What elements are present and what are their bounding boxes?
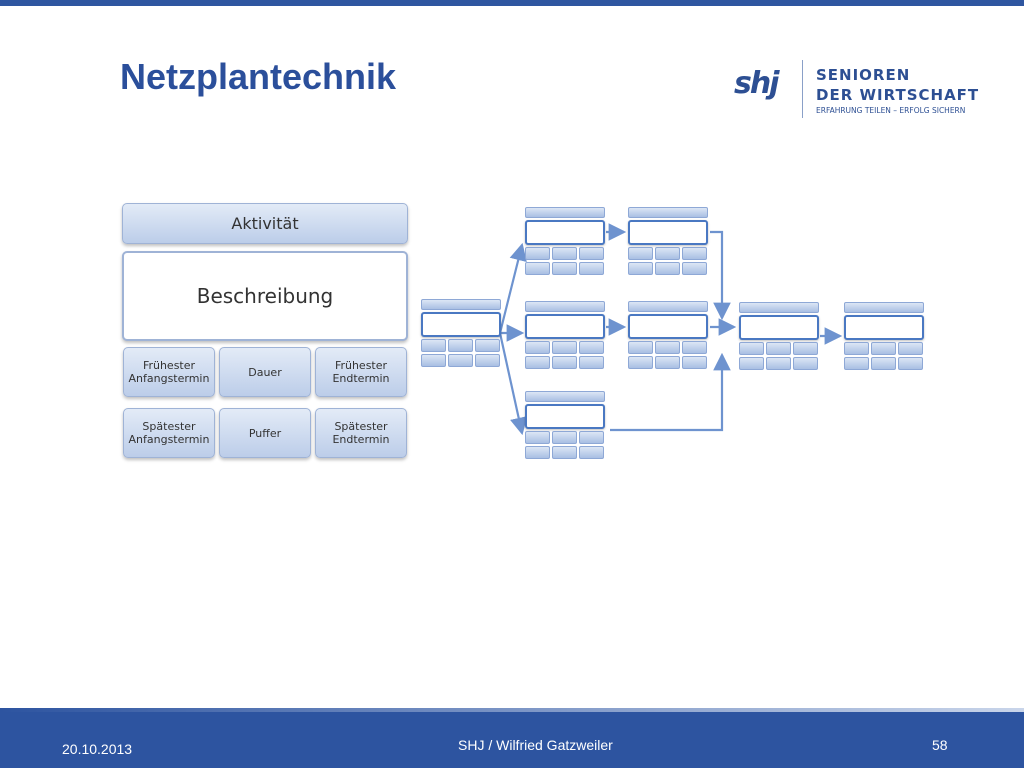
legend-cell-duration: Dauer [219, 347, 311, 397]
footer-page-number: 58 [932, 737, 948, 753]
legend-header: Aktivität [122, 203, 408, 244]
logo-mark: shj [734, 66, 778, 101]
legend-cell-buffer: Puffer [219, 408, 311, 458]
arrow-n1-n2 [500, 245, 522, 333]
logo-line-2: DER WIRTSCHAFT [816, 86, 980, 104]
footer-author: SHJ / Wilfried Gatzweiler [458, 737, 613, 753]
arrow-n3-n7 [710, 232, 722, 318]
slide-title: Netzplantechnik [120, 56, 397, 97]
logo-line-1: SENIOREN [816, 66, 911, 84]
legend-description: Beschreibung [122, 251, 408, 341]
logo-tagline: ERFAHRUNG TEILEN – ERFOLG SICHERN [816, 106, 966, 115]
legend-cell-earliest-start: Frühester Anfangstermin [123, 347, 215, 397]
legend-cell-earliest-end: Frühester Endtermin [315, 347, 407, 397]
legend-cell-latest-end: Spätester Endtermin [315, 408, 407, 458]
arrow-n1-n6 [500, 333, 522, 433]
footer-date: 20.10.2013 [62, 741, 133, 757]
legend-cell-latest-start: Spätester Anfangstermin [123, 408, 215, 458]
